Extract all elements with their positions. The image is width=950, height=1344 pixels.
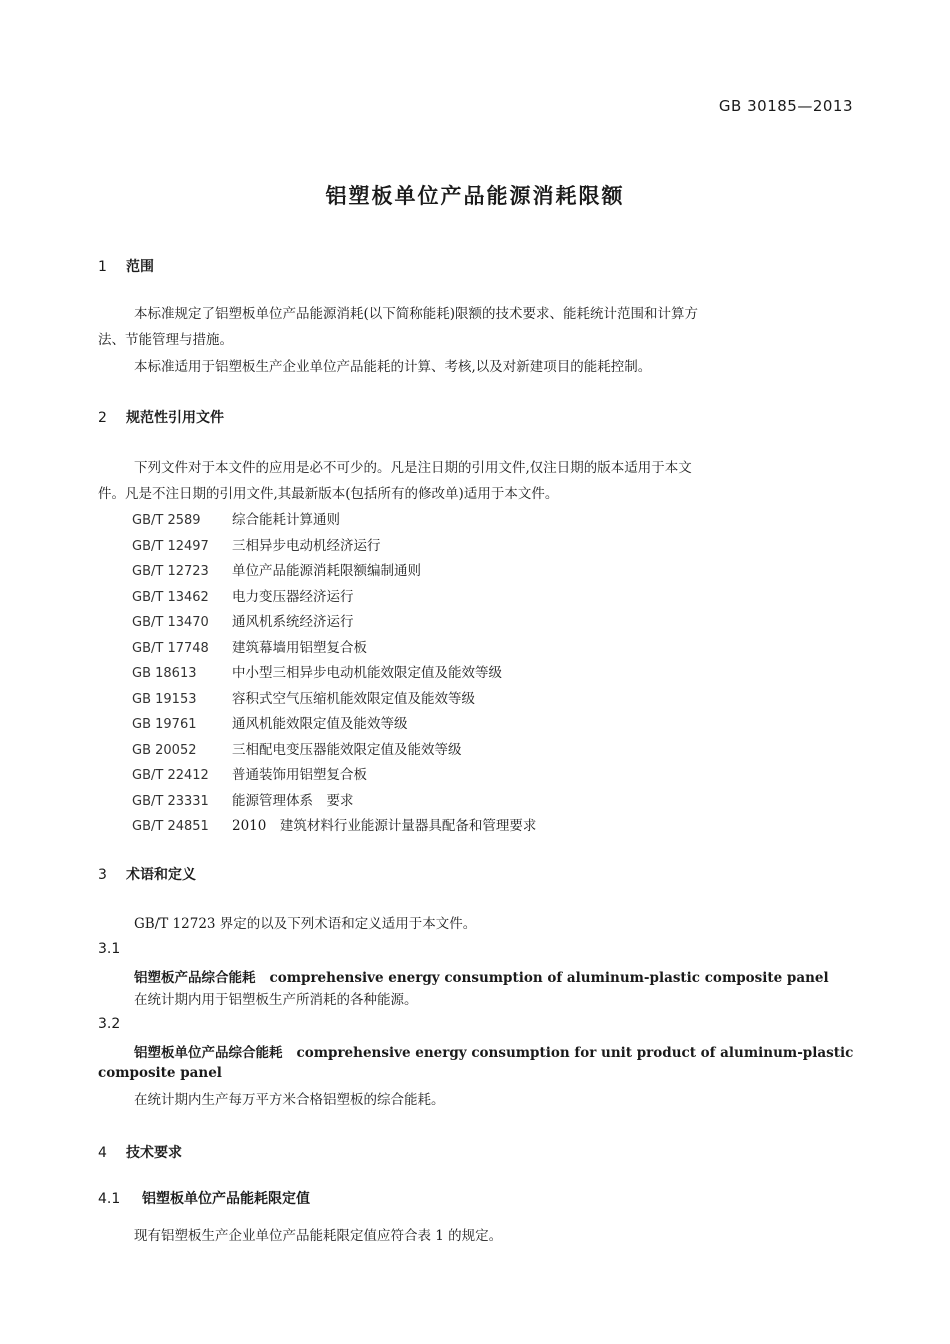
term-heading <box>134 966 829 986</box>
term-heading <box>134 1041 853 1061</box>
reference-code: GB/T 12723 <box>132 564 209 579</box>
reference-list <box>132 508 536 840</box>
reference-title: 容积式空气压缩机能效限定值及能效等级 <box>232 690 475 707</box>
subsection-number: 4.1 <box>98 1191 121 1207</box>
section-number: 4 <box>98 1145 107 1161</box>
reference-title: 2010 建筑材料行业能源计量器具配备和管理要求 <box>232 818 537 834</box>
section-number: 2 <box>98 410 107 426</box>
reference-code: GB/T 22412 <box>132 768 209 783</box>
reference-title: 能源管理体系 要求 <box>232 792 354 809</box>
reference-title: 普通装饰用铝塑复合板 <box>232 767 367 783</box>
reference-title: 通风机系统经济运行 <box>232 614 354 630</box>
standard-code: GB 30185—2013 <box>718 97 853 115</box>
term-chinese: 铝塑板产品综合能耗 <box>134 970 256 986</box>
reference-code: GB 20052 <box>132 742 197 758</box>
reference-code: GB 19153 <box>132 691 197 707</box>
term-number: 3.2 <box>98 1016 121 1032</box>
section-1-para-2: 本标准适用于铝塑板生产企业单位产品能耗的计算、考核,以及对新建项目的能耗控制。 <box>134 359 652 375</box>
section-3-intro: GB/T 12723 界定的以及下列术语和定义适用于本文件。 <box>134 916 477 932</box>
section-1-heading <box>98 256 154 276</box>
reference-title: 建筑幕墙用铝塑复合板 <box>232 639 367 656</box>
section-title: 技术要求 <box>126 1145 182 1161</box>
reference-code: GB 19761 <box>132 717 197 732</box>
reference-item <box>132 610 536 636</box>
term-definition: 在统计期内用于铝塑板生产所消耗的各种能源。 <box>134 992 418 1008</box>
section-4-heading <box>98 1142 182 1162</box>
subsection-4-1-heading <box>98 1188 310 1208</box>
reference-item <box>132 687 536 713</box>
reference-title: 单位产品能源消耗限额编制通则 <box>232 563 421 579</box>
reference-code: GB/T 24851 <box>132 819 209 834</box>
term-english: comprehensive energy consumption for unit product of aluminum-plastic <box>296 1045 854 1061</box>
term-english: comprehensive energy consumption of aluminum-plastic composite panel <box>269 970 829 986</box>
section-3-heading <box>98 864 196 884</box>
section-number: 3 <box>98 867 107 883</box>
section-title: 术语和定义 <box>126 867 196 883</box>
reference-item <box>132 585 536 611</box>
document-title: 铝塑板单位产品能源消耗限额 <box>325 184 625 208</box>
reference-code: GB 18613 <box>132 666 197 681</box>
section-2-intro-line-2: 件。凡是不注日期的引用文件,其最新版本(包括所有的修改单)适用于本文件。 <box>98 486 559 502</box>
reference-code: GB/T 13470 <box>132 615 209 630</box>
term-english-continuation: composite panel <box>98 1065 222 1081</box>
reference-item <box>132 559 536 585</box>
section-title: 范围 <box>126 259 154 275</box>
section-1-para-1-line-1: 本标准规定了铝塑板单位产品能源消耗(以下简称能耗)限额的技术要求、能耗统计范围和计算方 <box>134 306 699 322</box>
term-number: 3.1 <box>98 941 121 957</box>
reference-item <box>132 661 536 687</box>
reference-title: 中小型三相异步电动机能效限定值及能效等级 <box>232 665 502 681</box>
reference-title: 三相异步电动机经济运行 <box>232 537 381 554</box>
reference-code: GB/T 2589 <box>132 513 201 528</box>
reference-title: 通风机能效限定值及能效等级 <box>232 716 408 732</box>
reference-item <box>132 712 536 738</box>
subsection-title: 铝塑板单位产品能耗限定值 <box>142 1191 310 1207</box>
reference-code: GB/T 23331 <box>132 793 209 809</box>
reference-item <box>132 508 536 534</box>
reference-code: GB/T 12497 <box>132 538 209 554</box>
reference-item <box>132 789 536 815</box>
reference-item <box>132 763 536 789</box>
reference-item <box>132 738 536 764</box>
reference-code: GB/T 17748 <box>132 640 209 656</box>
section-title: 规范性引用文件 <box>126 410 224 426</box>
section-2-heading <box>98 407 224 427</box>
reference-item <box>132 636 536 662</box>
section-1-para-1-line-2: 法、节能管理与措施。 <box>98 332 233 348</box>
reference-item <box>132 534 536 560</box>
reference-title: 三相配电变压器能效限定值及能效等级 <box>232 741 462 758</box>
reference-item <box>132 814 536 840</box>
reference-title: 电力变压器经济运行 <box>232 588 354 605</box>
reference-title: 综合能耗计算通则 <box>232 512 340 528</box>
subsection-4-1-para: 现有铝塑板生产企业单位产品能耗限定值应符合表 1 的规定。 <box>134 1228 503 1244</box>
section-number: 1 <box>98 259 107 275</box>
section-2-intro-line-1: 下列文件对于本文件的应用是必不可少的。凡是注日期的引用文件,仅注日期的版本适用于本文 <box>134 460 692 476</box>
term-chinese: 铝塑板单位产品综合能耗 <box>134 1045 283 1061</box>
reference-code: GB/T 13462 <box>132 589 209 605</box>
term-definition: 在统计期内生产每万平方米合格铝塑板的综合能耗。 <box>134 1092 445 1108</box>
